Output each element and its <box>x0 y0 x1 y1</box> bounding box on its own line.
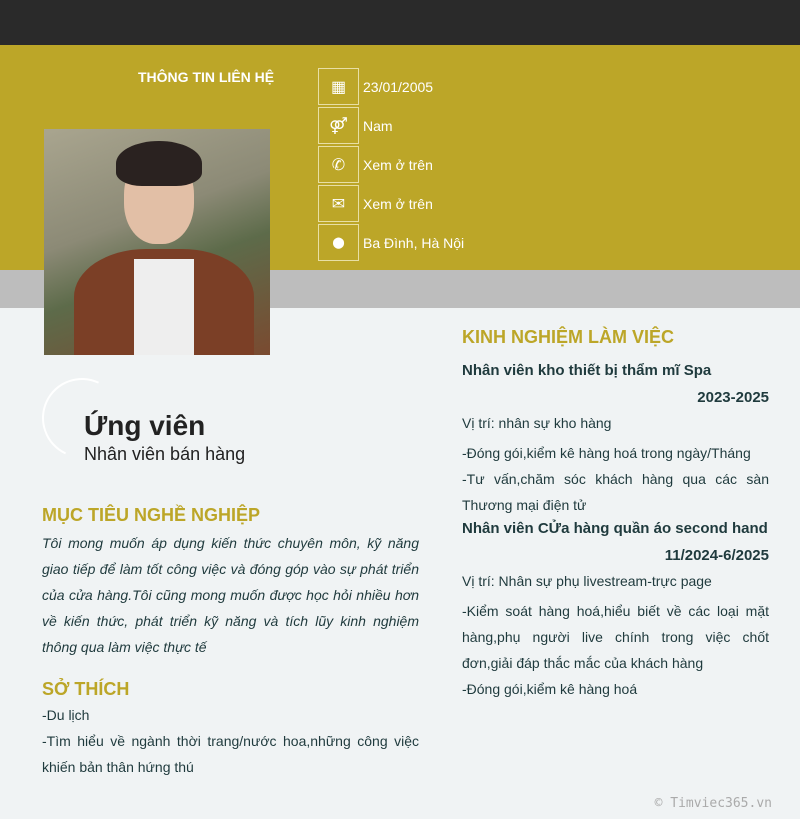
gender-icon: ⚤ <box>318 107 359 144</box>
birthday-text: 23/01/2005 <box>363 78 434 95</box>
job-role: Vị trí: Nhân sự phụ livestream-trực page <box>462 573 712 589</box>
job-company: Nhân viên CỬa hàng quần áo second hand <box>462 520 768 537</box>
email-text[interactable]: Xem ở trên <box>363 195 433 212</box>
gender-text: Nam <box>363 117 393 134</box>
top-bar <box>0 0 800 45</box>
map-marker-icon: ⬤ <box>318 224 359 261</box>
hobbies-section <box>42 679 419 780</box>
phone-text[interactable]: Xem ở trên <box>363 156 433 173</box>
job-desc: -Đóng gói,kiểm kê hàng hoá trong ngày/Tháng <box>462 445 751 461</box>
job-desc: -Kiểm soát hàng hoá,hiểu biết về các loại mặt hàng,phụ người live chính trong việc chốt đơn,giải đáp thắc mắc của khách hàng <box>462 603 769 671</box>
job-desc: -Tư vấn,chăm sóc khách hàng qua các sàn Thương mại điện tử <box>462 471 769 513</box>
phone-icon: ✆ <box>318 146 359 183</box>
address-text: Ba Đình, Hà Nội <box>363 234 465 251</box>
contact-email <box>318 184 464 223</box>
job-date: 2023-2025 <box>697 389 769 406</box>
profile-block <box>84 410 245 465</box>
experience-section <box>462 327 769 702</box>
envelope-icon: ✉ <box>318 185 359 222</box>
objective-section <box>42 505 419 660</box>
contact-gender <box>318 106 464 145</box>
candidate-name: Ứng viên <box>84 410 206 441</box>
hobbies-title: SỞ THÍCH <box>42 679 130 699</box>
avatar <box>44 129 270 355</box>
contact-phone <box>318 145 464 184</box>
contact-title: THÔNG TIN LIÊN HỆ <box>138 69 275 85</box>
job-date: 11/2024-6/2025 <box>664 547 769 564</box>
job-company: Nhân viên kho thiết bị thẩm mĩ Spa <box>462 362 712 379</box>
footer-watermark: © Timviec365.vn <box>654 796 772 811</box>
contact-birthday <box>318 67 464 106</box>
objective-title: MỤC TIÊU NGHỀ NGHIỆP <box>42 505 261 525</box>
job-role: Vị trí: nhân sự kho hàng <box>462 415 612 431</box>
experience-title: KINH NGHIỆM LÀM VIỆC <box>462 327 675 347</box>
contact-list <box>318 67 464 262</box>
hobby-item: -Tìm hiểu về ngành thời trang/nước hoa,những công việc khiến bản thân hứng thú <box>42 733 419 775</box>
calendar-icon: ▦ <box>318 68 359 105</box>
job-desc: -Đóng gói,kiểm kê hàng hoá <box>462 681 638 697</box>
objective-text: Tôi mong muốn áp dụng kiến thức chuyên môn, kỹ năng giao tiếp để làm tốt công việc và đóng góp vào sự phát triển của cửa hàng.Tôi cũng mong muốn được học hỏi nhiều hơn về kiến thức, phát triển kỹ năng và tích lũy kinh nghiệm thông qua làm việc thực tế <box>42 535 419 655</box>
candidate-position: Nhân viên bán hàng <box>84 444 246 464</box>
contact-address <box>318 223 464 262</box>
hobby-item: -Du lịch <box>42 707 90 723</box>
